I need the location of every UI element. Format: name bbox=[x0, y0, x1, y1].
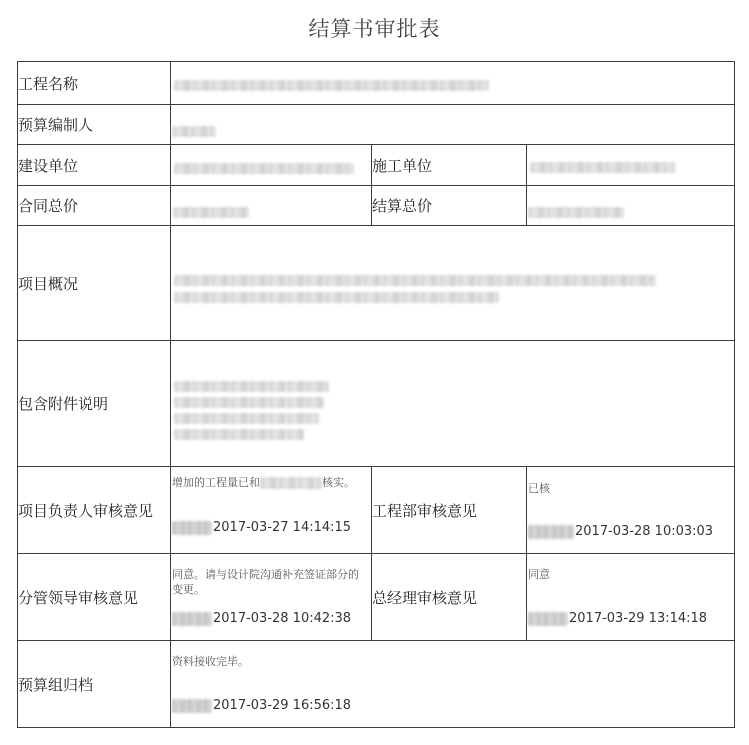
pm-review-signature bbox=[172, 520, 351, 535]
label-gm-review: 总经理审核意见 bbox=[372, 554, 527, 641]
gm-review-opinion: 同意 bbox=[528, 568, 550, 581]
value-budget-preparer bbox=[171, 105, 735, 145]
row-budget-preparer bbox=[18, 105, 735, 145]
redacted-contract-total bbox=[173, 207, 249, 218]
cell-leader-review bbox=[171, 554, 372, 641]
label-construction-unit: 建设单位 bbox=[18, 145, 171, 186]
dept-review-timestamp: 2017-03-28 10:03:03 bbox=[575, 524, 714, 539]
cell-dept-review bbox=[527, 467, 735, 554]
dept-review-opinion: 已核 bbox=[528, 482, 550, 495]
cell-budget-archive bbox=[171, 641, 735, 728]
redacted-overview-line-1 bbox=[174, 275, 656, 286]
gm-review-signature bbox=[528, 611, 707, 626]
redacted-attachment-3 bbox=[174, 413, 319, 424]
redacted-construction-unit bbox=[174, 163, 354, 174]
row-prices bbox=[18, 186, 735, 226]
value-construction-unit bbox=[171, 145, 372, 186]
redacted-gm-signer bbox=[528, 612, 568, 626]
form-title: 结算书审批表 bbox=[308, 17, 441, 41]
label-leader-review: 分管领导审核意见 bbox=[18, 554, 171, 641]
row-units bbox=[18, 145, 735, 186]
redacted-project-name bbox=[174, 80, 489, 91]
leader-review-timestamp: 2017-03-28 10:42:38 bbox=[213, 611, 352, 626]
label-contractor-unit: 施工单位 bbox=[372, 145, 527, 186]
row-project-overview bbox=[18, 226, 735, 341]
label-dept-review: 工程部审核意见 bbox=[372, 467, 527, 554]
redacted-attachment-2 bbox=[174, 397, 324, 408]
value-project-overview bbox=[171, 226, 735, 341]
cell-gm-review bbox=[527, 554, 735, 641]
redacted-dept-signer bbox=[528, 525, 574, 539]
row-archive bbox=[18, 641, 735, 728]
settlement-approval-table bbox=[17, 61, 735, 728]
leader-review-signature bbox=[172, 611, 351, 626]
label-budget-archive: 预算组归档 bbox=[18, 641, 171, 728]
row-review-2 bbox=[18, 554, 735, 641]
redacted-attachment-4 bbox=[174, 429, 304, 440]
redacted-settlement-total bbox=[528, 207, 624, 218]
value-project-name bbox=[171, 62, 735, 105]
value-settlement-total bbox=[527, 186, 735, 226]
pm-review-timestamp: 2017-03-27 14:14:15 bbox=[213, 520, 352, 535]
row-review-1 bbox=[18, 467, 735, 554]
archive-timestamp: 2017-03-29 16:56:18 bbox=[213, 698, 352, 713]
label-project-overview: 项目概况 bbox=[18, 226, 171, 341]
archive-signature bbox=[172, 698, 351, 713]
redacted-pm-opinion bbox=[260, 477, 322, 489]
label-contract-total: 合同总价 bbox=[18, 186, 171, 226]
dept-review-signature bbox=[528, 524, 713, 539]
redacted-overview-line-2 bbox=[174, 292, 499, 303]
gm-review-timestamp: 2017-03-29 13:14:18 bbox=[569, 611, 708, 626]
redacted-leader-signer bbox=[172, 612, 212, 626]
row-project-name bbox=[18, 62, 735, 105]
redacted-archive-signer bbox=[172, 699, 212, 713]
label-settlement-total: 结算总价 bbox=[372, 186, 527, 226]
archive-opinion: 资料接收完毕。 bbox=[172, 655, 249, 668]
label-project-name: 工程名称 bbox=[18, 62, 171, 105]
cell-pm-review bbox=[171, 467, 372, 554]
value-attachments bbox=[171, 341, 735, 467]
label-pm-review: 项目负责人审核意见 bbox=[18, 467, 171, 554]
leader-review-opinion: 同意。请与设计院沟通补充签证部分的变更。 bbox=[172, 568, 359, 596]
pm-review-opinion: 增加的工程量已和 核实。 bbox=[172, 476, 355, 489]
redacted-contractor-unit bbox=[530, 162, 675, 173]
redacted-pm-signer bbox=[172, 521, 212, 535]
redacted-attachment-1 bbox=[174, 381, 329, 392]
label-budget-preparer: 预算编制人 bbox=[18, 105, 171, 145]
row-attachments bbox=[18, 341, 735, 467]
value-contract-total bbox=[171, 186, 372, 226]
redacted-budget-preparer bbox=[172, 126, 216, 137]
value-contractor-unit bbox=[527, 145, 735, 186]
label-attachments: 包含附件说明 bbox=[18, 341, 171, 467]
